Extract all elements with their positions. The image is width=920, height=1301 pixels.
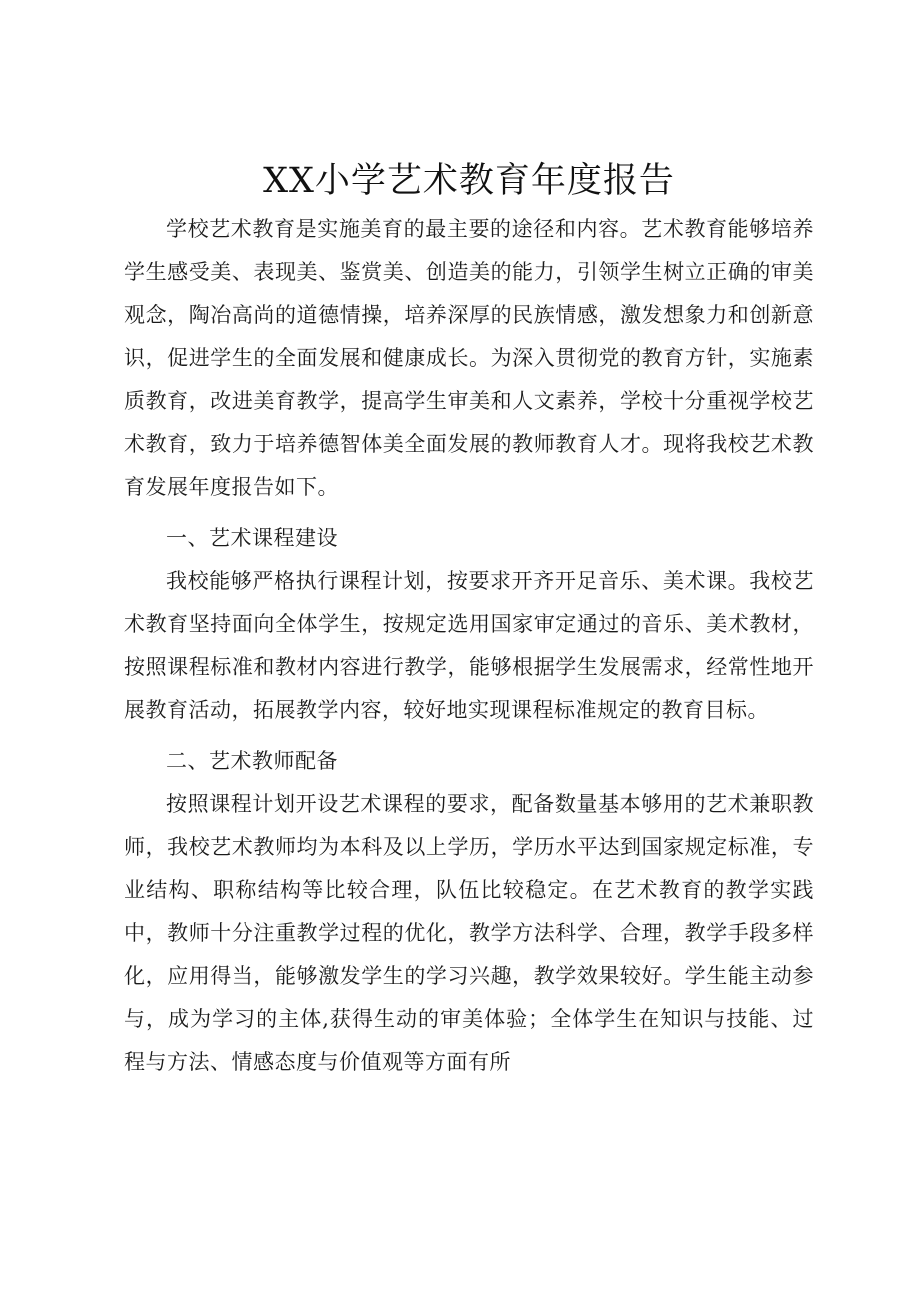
document-title: XX小学艺术教育年度报告 [263,161,675,201]
section-heading-curriculum: 一、艺术课程建设 [166,526,338,550]
section-body-teachers: 按照课程计划开设艺术课程的要求，配备数量基本够用的艺术兼职教师，我校艺术教师均为本科及以上学历，学历水平达到国家规定标准，专业结构、职称结构等比较合理，队伍比较稳定。在艺术教育的教学实践中，教师十分注重教学过程的优化，教学方法科学、合理，教学手段多样化，应用得当，能够激发学生的学习兴趣，教学效果较好。学生能主动参与，成为学习的主体,获得生动的审美体验；全体学生在知识与技能、过程与方法、情感态度与价值观等方面有所 [124,792,814,1074]
intro-paragraph: 学校艺术教育是实施美育的最主要的途径和内容。艺术教育能够培养学生感受美、表现美、鉴赏美、创造美的能力，引领学生树立正确的审美观念，陶冶高尚的道德情操，培养深厚的民族情感，激发想象力和创新意识，促进学生的全面发展和健康成长。为深入贯彻党的教育方针，实施素质教育，改进美育教学，提高学生审美和人文素养，学校十分重视学校艺术教育，致力于培养德智体美全面发展的教师教育人才。现将我校艺术教育发展年度报告如下。 [124,217,814,499]
section-heading-teachers: 二、艺术教师配备 [166,749,338,773]
document-page [124,158,814,1084]
section-body-curriculum: 我校能够严格执行课程计划，按要求开齐开足音乐、美术课。我校艺术教育坚持面向全体学生，按规定选用国家审定通过的音乐、美术教材，按照课程标准和教材内容进行教学，能够根据学生发展需求，经常性地开展教育活动，拓展教学内容，较好地实现课程标准规定的教育目标。 [124,569,814,722]
